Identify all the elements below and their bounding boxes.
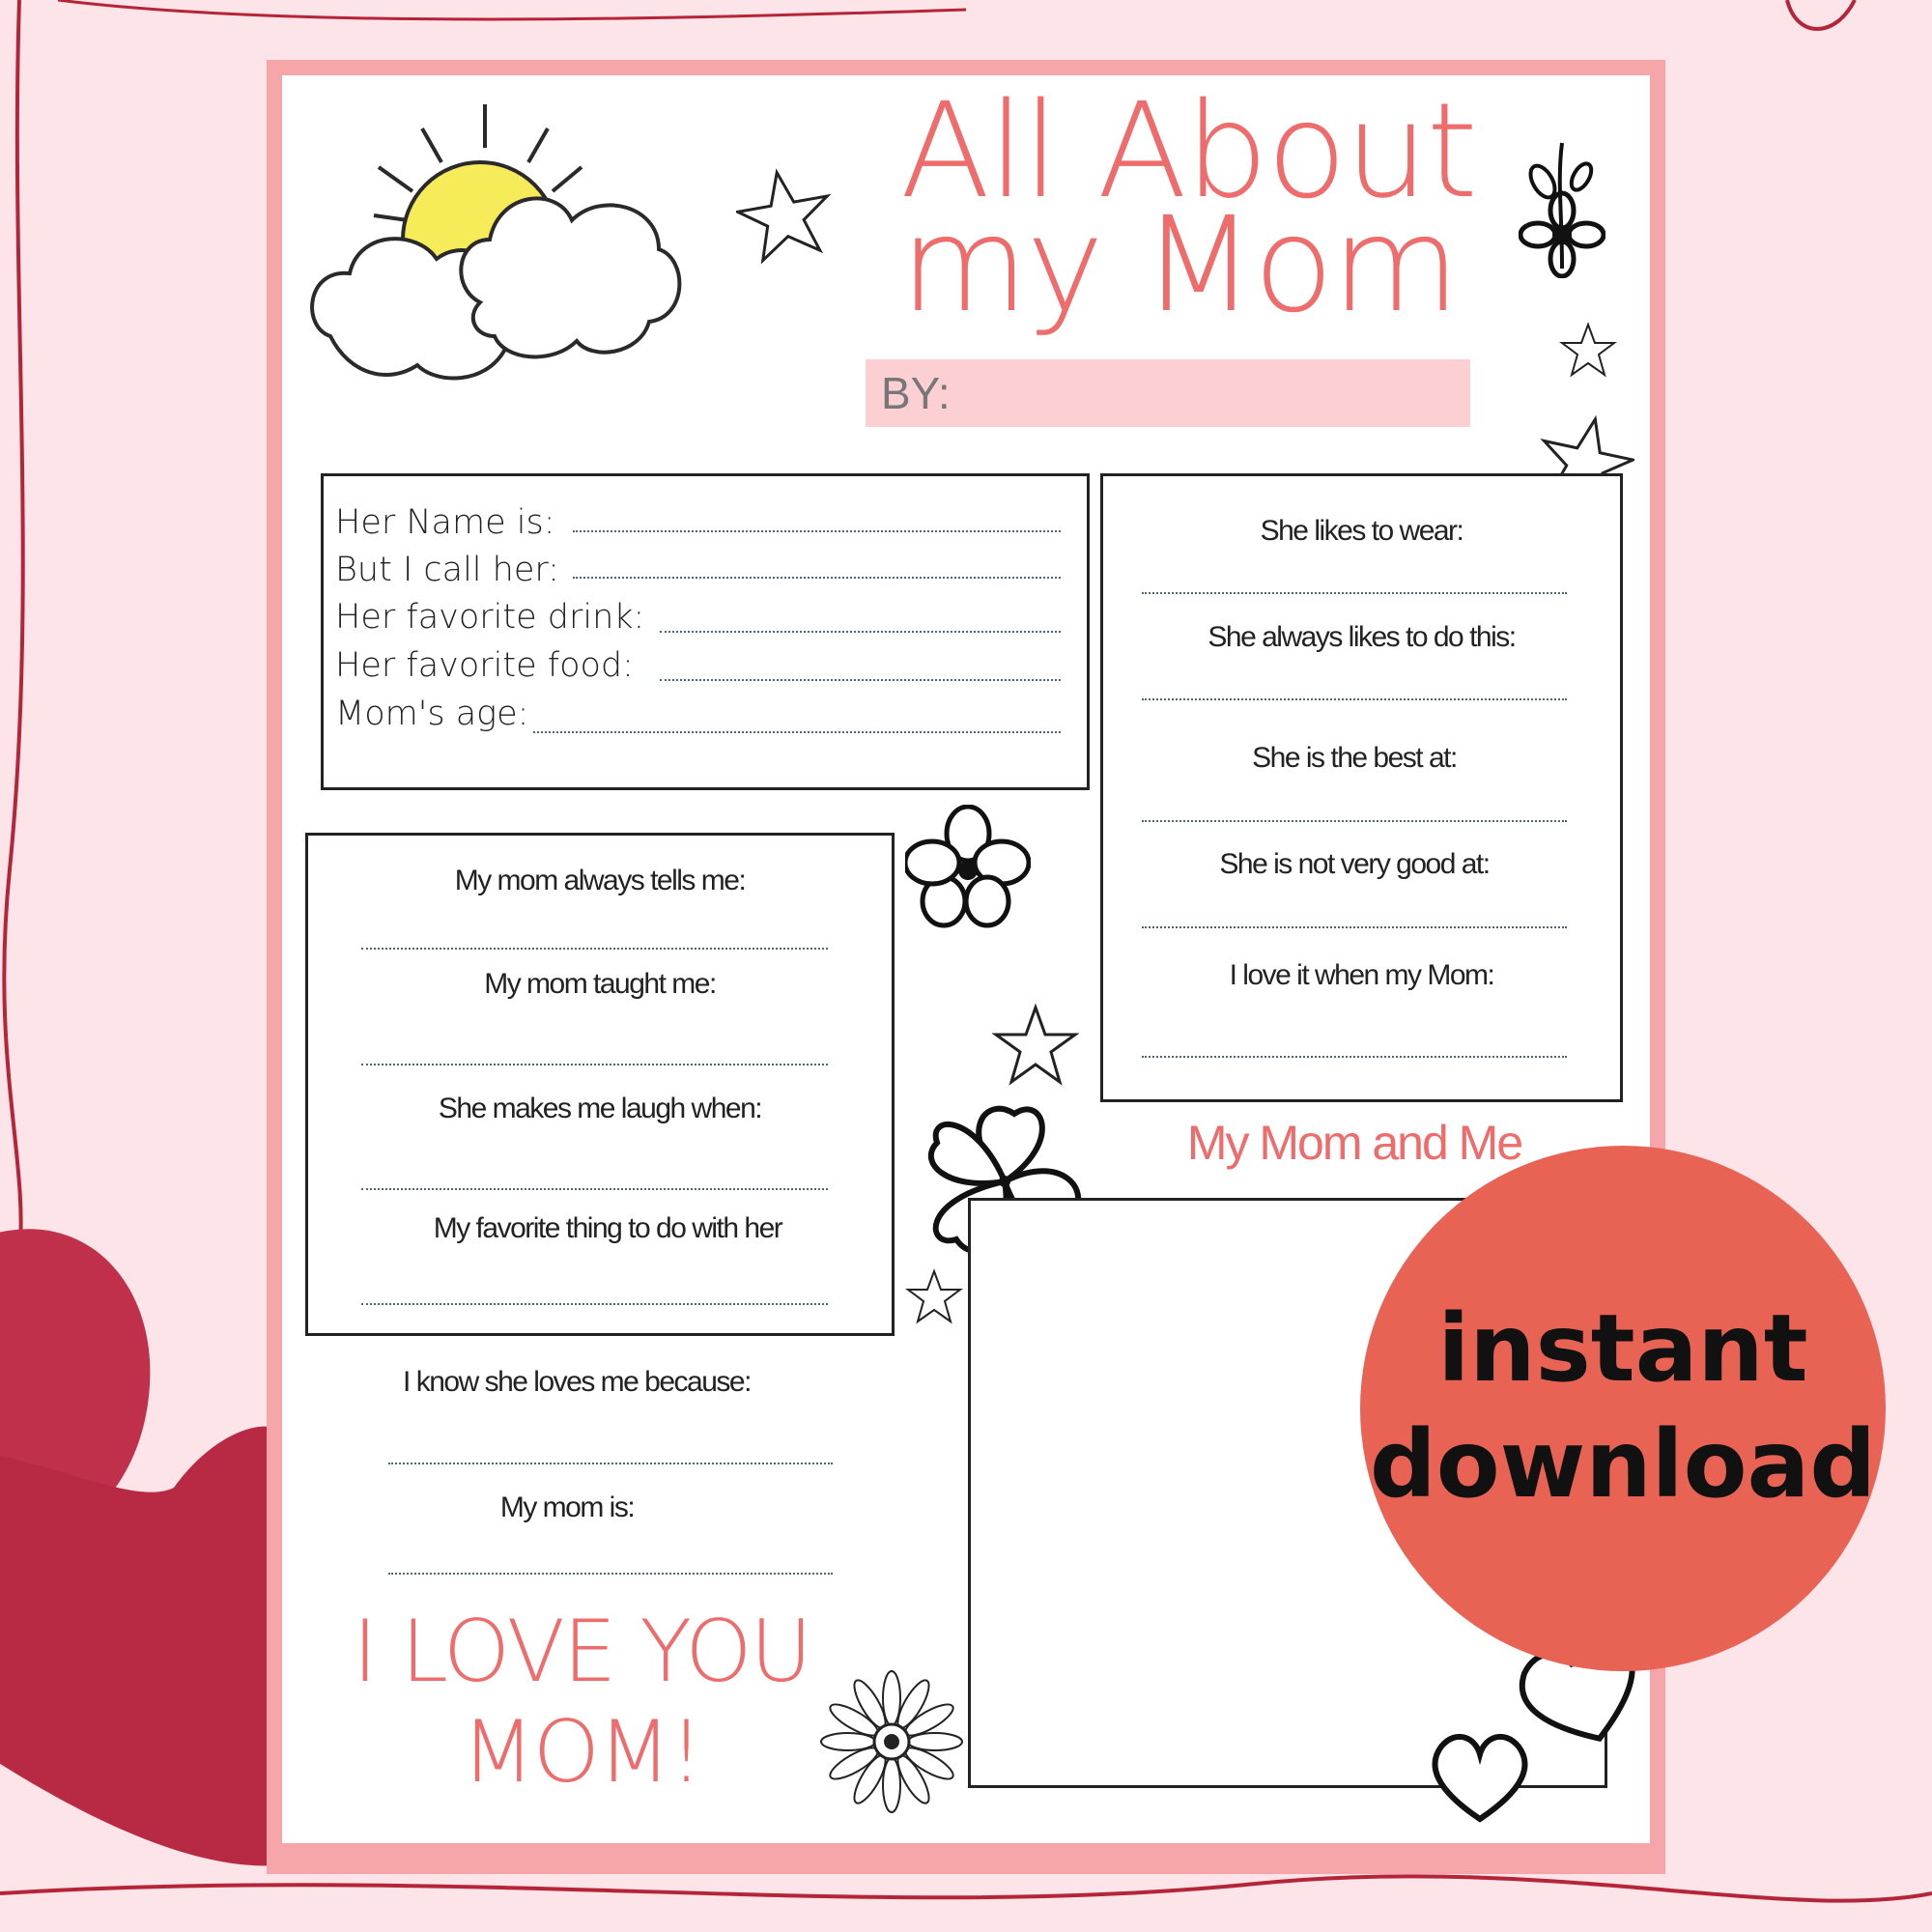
best-at-line[interactable] xyxy=(1142,820,1567,822)
author-label: BY: xyxy=(881,368,951,418)
wear-line[interactable] xyxy=(1142,592,1567,594)
flower-stem-icon xyxy=(1519,133,1605,278)
background-swirl-right xyxy=(1787,0,1855,29)
prompt-favorite-thing: My favorite thing to do with her xyxy=(433,1212,782,1244)
heart-shape-front xyxy=(0,1427,290,1866)
badge-line-2: download xyxy=(1369,1410,1877,1519)
right-prompts-box xyxy=(1100,473,1623,1102)
age-line[interactable] xyxy=(533,731,1061,733)
instant-download-badge[interactable] xyxy=(1360,1146,1886,1671)
daisy-icon xyxy=(819,1669,964,1814)
drink-line[interactable] xyxy=(660,631,1061,633)
background-swirl-top xyxy=(58,0,966,19)
badge-line-1: instant xyxy=(1437,1294,1808,1403)
prompt-always-tells: My mom always tells me: xyxy=(454,865,746,896)
love-it-line[interactable] xyxy=(1142,1056,1567,1058)
sun-cloud-icon xyxy=(292,95,697,384)
star-icon-small xyxy=(1559,322,1617,380)
laugh-line[interactable] xyxy=(361,1188,828,1190)
love-line-1: I LOVE YOU xyxy=(353,1602,810,1701)
prompt-my-mom-is: My mom is: xyxy=(499,1492,635,1523)
photo-title: My Mom and Me xyxy=(1186,1116,1522,1170)
my-mom-is-line[interactable] xyxy=(388,1573,833,1575)
food-line[interactable] xyxy=(660,679,1061,681)
star-icon-tiny xyxy=(905,1268,963,1326)
taught-line[interactable] xyxy=(361,1064,828,1065)
name-line[interactable] xyxy=(573,530,1061,532)
prompt-not-good-at: She is not very good at: xyxy=(1219,848,1490,880)
star-icon-middle xyxy=(992,1003,1079,1090)
title-line-1: All About xyxy=(900,75,1476,228)
love-message xyxy=(340,1602,823,1803)
prompt-likes-to-do: She always likes to do this: xyxy=(1208,621,1516,653)
background-swirl-bottom xyxy=(0,1876,1932,1900)
heart-doodle-icon-small xyxy=(1422,1718,1538,1833)
drink-label: Her favorite drink: xyxy=(335,598,645,637)
favorite-thing-line[interactable] xyxy=(361,1303,828,1305)
love-line-2: MOM! xyxy=(461,1702,702,1802)
prompt-taught-me: My mom taught me: xyxy=(484,968,716,1000)
info-box xyxy=(321,473,1090,790)
author-field[interactable] xyxy=(866,359,1470,427)
likes-line[interactable] xyxy=(1142,698,1567,700)
loves-me-line[interactable] xyxy=(388,1463,833,1464)
age-label: Mom's age: xyxy=(335,695,529,733)
prompt-loves-me-because: I know she loves me because: xyxy=(403,1366,751,1398)
left-prompts-box xyxy=(305,833,895,1336)
prompt-best-at: She is the best at: xyxy=(1252,742,1457,774)
food-label: Her favorite food: xyxy=(335,646,634,685)
prompt-love-it-when: I love it when my Mom: xyxy=(1229,959,1494,991)
prompt-wear: She likes to wear: xyxy=(1260,515,1463,547)
star-icon xyxy=(736,167,833,264)
background-swirl-left xyxy=(4,0,22,1256)
not-good-line[interactable] xyxy=(1142,926,1567,928)
flower-icon xyxy=(905,805,1031,930)
always-tells-line[interactable] xyxy=(361,948,828,950)
nickname-line[interactable] xyxy=(573,577,1061,579)
prompt-laugh-when: She makes me laugh when: xyxy=(438,1093,762,1124)
page-title xyxy=(900,75,1499,342)
name-label: Her Name is: xyxy=(335,503,555,542)
title-line-2: my Mom xyxy=(900,189,1459,342)
nickname-label: But I call her: xyxy=(335,551,559,589)
